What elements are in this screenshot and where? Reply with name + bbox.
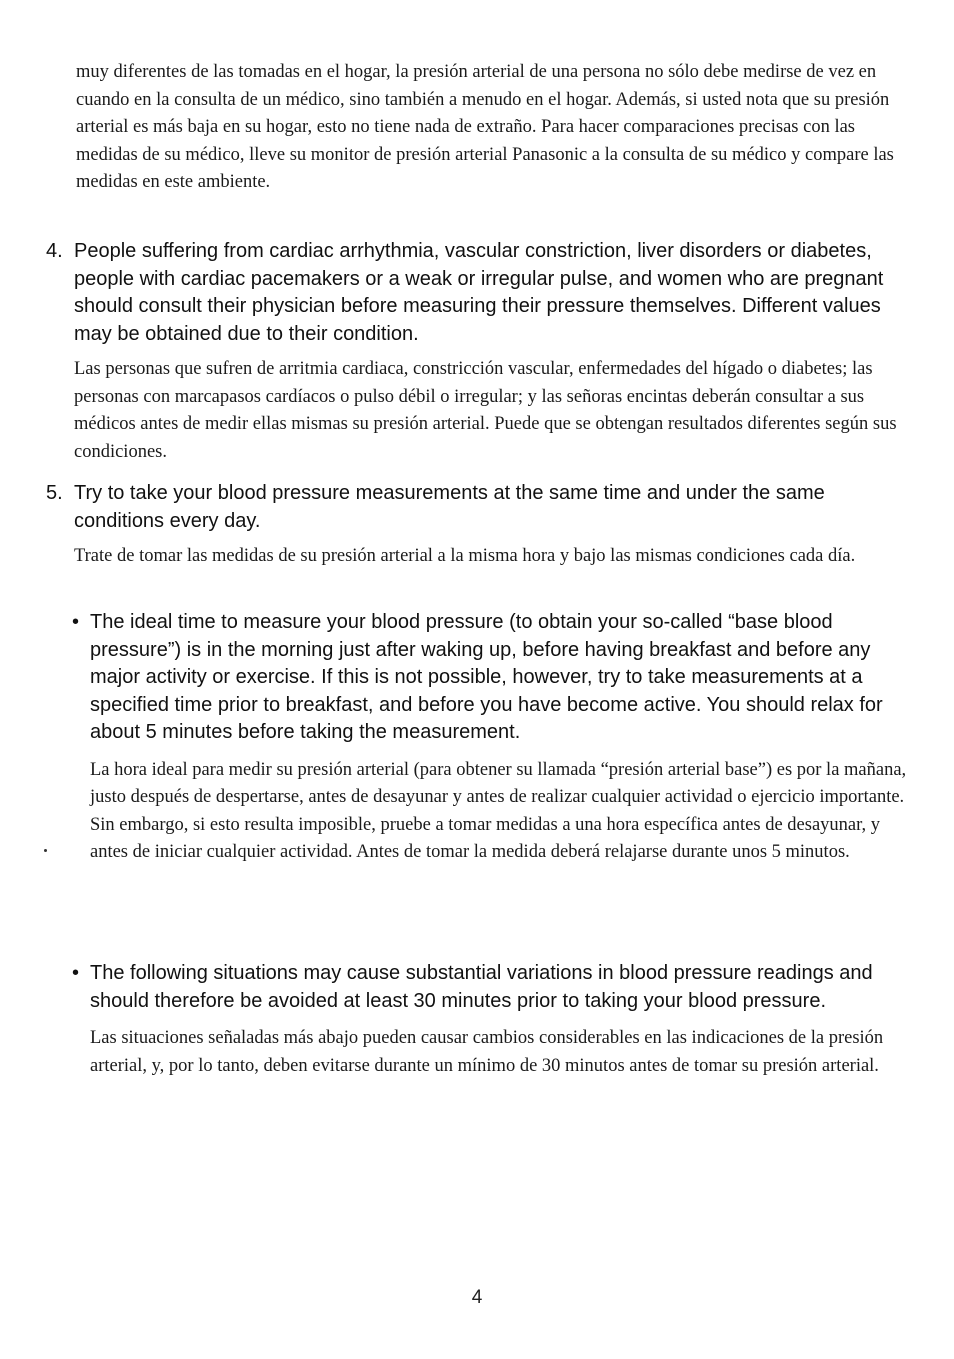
english-text: People suffering from cardiac arrhythmia, vascular constriction, liver disorders or diabetes, people with cardiac pacemakers or a weak or irregular pulse, and women who are pregnant should consult their physician before measuring their pressure themselves. Different values may be obtained due to their condition. xyxy=(74,240,884,345)
bullet-marker: • xyxy=(72,611,80,633)
bullet-marker: • xyxy=(72,962,80,984)
english-text: The ideal time to measure your blood pressure (to obtain your so-called “base blood pressure”) is in the morning just after waking up, before having breakfast and before any major activity or exercise. If this is not possible, however, try to take measurements at a specified time prior to breakfast, and before you have become active. You should relax for about 5 minutes before taking the measurement. xyxy=(90,611,883,743)
list-item-number: 4. xyxy=(46,240,63,262)
bullet-body xyxy=(90,609,912,867)
list-item-body xyxy=(74,480,916,571)
spanish-text: Las situaciones señaladas más abajo pueden causar cambios considerables en las indicaciones de la presión arterial, y, por lo tanto, deben evitarse durante un mínimo de 30 minutos antes de tomar su presión arterial. xyxy=(90,1028,884,1076)
spanish-text: La hora ideal para medir su presión arterial (para obtener su llamada “presión arterial base”) es por la mañana, justo después de despertarse, antes de desayunar y antes de realizar cualquier actividad o ejercicio importante. Sin embargo, si esto resulta imposible, pruebe a tomar medidas a una hora específica antes de desayunar, y antes de iniciar cualquier actividad. Antes de tomar la medida deberá relajarse durante unos 5 minutos. xyxy=(90,759,907,862)
list-item-4 xyxy=(46,238,916,466)
page-number: 4 xyxy=(471,1287,483,1308)
spanish-text: Las personas que sufren de arritmia cardiaca, constricción vascular, enfermedades del hígado o diabetes; las personas con marcapasos cardíacos o pulso débil o irregular; y las señoras encintas deberán consultar a sus médicos antes de medir ellas mismas su presión arterial. Puede que se obtengan resultados diferentes según sus condiciones. xyxy=(74,359,897,462)
list-item-5 xyxy=(46,480,916,571)
spanish-text: Trate de tomar las medidas de su presión arterial a la misma hora y bajo las mismas condiciones cada día. xyxy=(74,546,856,566)
bullet-item-ideal-time xyxy=(72,609,912,867)
scan-speck xyxy=(44,849,47,852)
intro-spanish-text: muy diferentes de las tomadas en el hogar, la presión arterial de una persona no sólo debe medirse de vez en cuando en la consulta de un médico, sino también a menudo en el hogar. Además, si usted nota que su presión arterial es más baja en su hogar, esto no tiene nada de extraño. Para hacer comparaciones precisas con las medidas de su médico, lleve su monitor de presión arterial Panasonic a la consulta de su médico y compare las medidas en este ambiente. xyxy=(76,62,894,192)
bullet-item-situations xyxy=(72,960,912,1080)
list-item-body xyxy=(74,238,916,466)
english-text: Try to take your blood pressure measurements at the same time and under the same conditions every day. xyxy=(74,482,825,532)
english-text: The following situations may cause substantial variations in blood pressure readings and should therefore be avoided at least 30 minutes prior to taking your blood pressure. xyxy=(90,962,873,1012)
list-item-number: 5. xyxy=(46,482,63,504)
intro-spanish-paragraph xyxy=(76,59,916,197)
bullet-body xyxy=(90,960,912,1080)
